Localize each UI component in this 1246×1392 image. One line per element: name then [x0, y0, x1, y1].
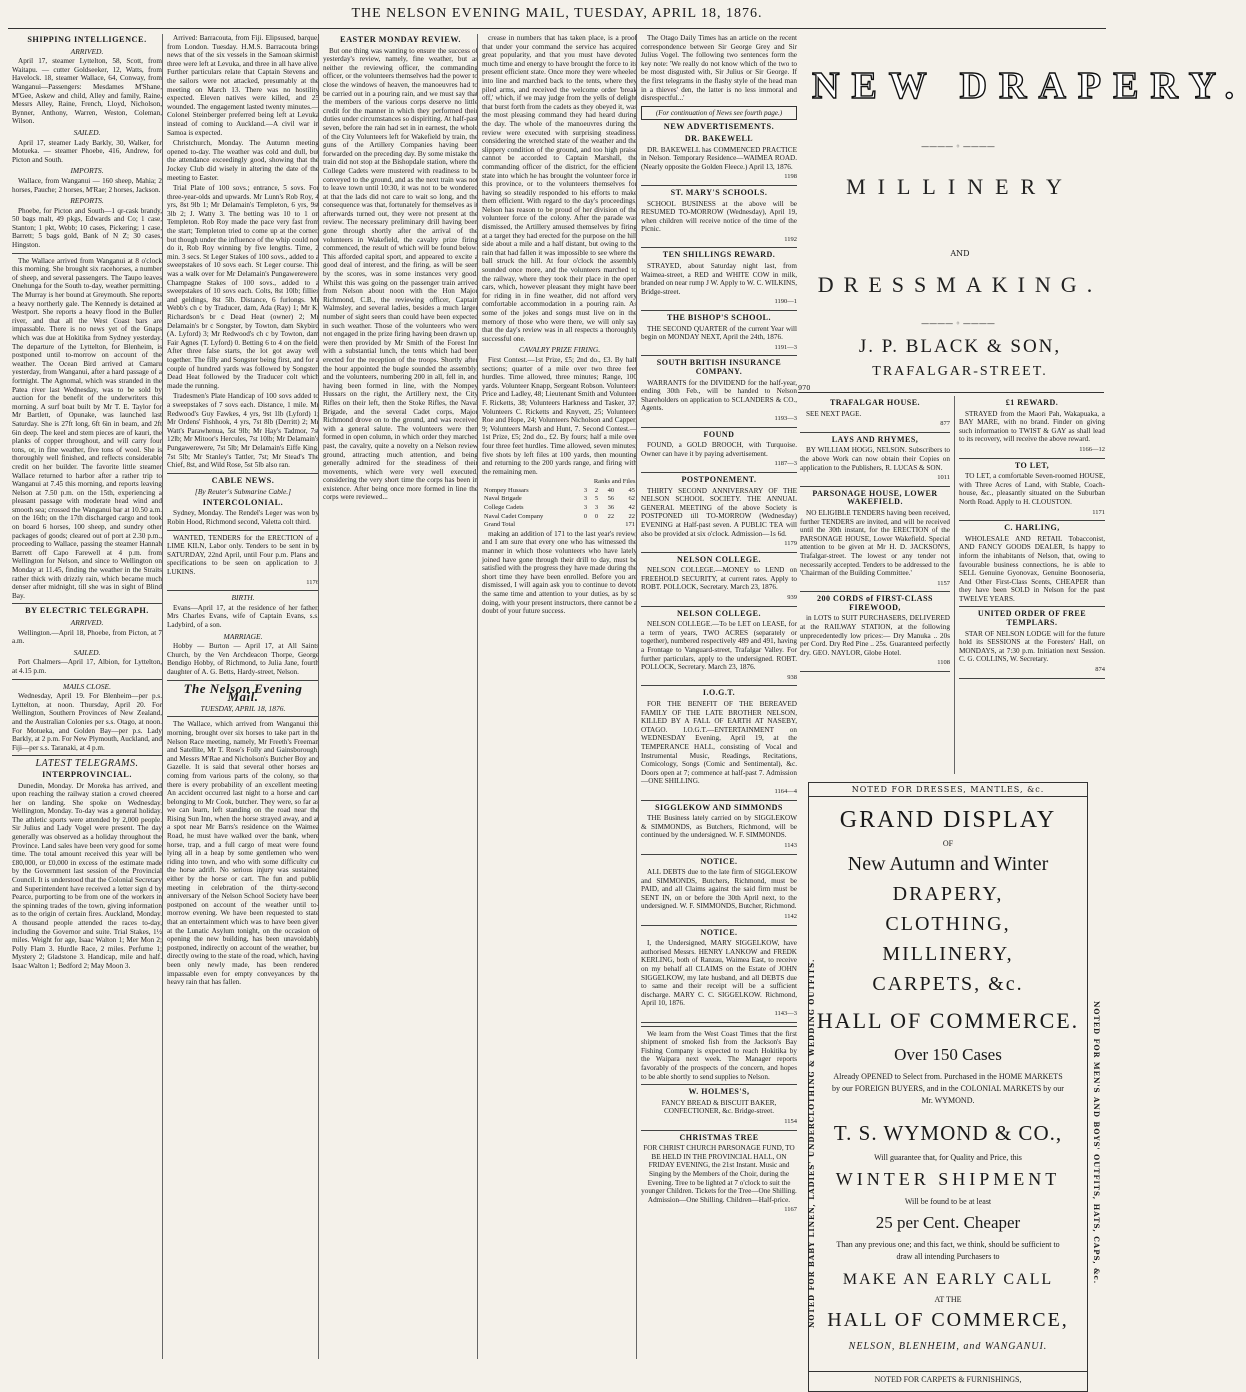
- prize-text: First Contest.—1st Prize, £5; 2nd do., £3. By half sections; quarter of a mile over two three feet hurdles. Time allowed, three minutes; Range, 100 yards. Volunteer Knapp, Sergeant Robson. Volunteers Price and Ladley, 48; Lieutenant Smith and Volunteer F. Ricketts, 38; Volunteers Harkness and Tasker, 37; Volunteers C. Ricketts and Knyvett, 25; Volunteers Roe and Hope, 24; Volunteers Nicholson and Capper, 9; Volunteers Marsh and Hunt, 7. Second Contest.—1st Prize, £5; 2nd do., £2. By fours; half a mile over four three feet hurdles. Time allowed, seven minutes; five shots by left files at 100 yards, then mounting and returning to the 200 yards range, and firing with the remaining men.: [482, 355, 637, 476]
- intercolonial-heading: INTERCOLONIAL.: [202, 497, 284, 507]
- intercolonial-text: Sydney, Monday. The Rendel's Leger was won by Robin Hood, Richmond second, Valetta colt third.: [167, 509, 319, 527]
- arrived-heading: ARRIVED.: [70, 46, 104, 56]
- ad-title: TRAFALGAR HOUSE.: [829, 398, 921, 407]
- table-cell: 5: [594, 495, 599, 503]
- telegraph-heading: BY ELECTRIC TELEGRAPH.: [25, 606, 149, 616]
- right-left-ads: [800, 396, 950, 774]
- table-row: [482, 513, 637, 522]
- advertisement: [641, 610, 797, 683]
- ad-title: TO LET,: [1014, 460, 1050, 470]
- table-cell: 2: [594, 486, 599, 494]
- ad-text: NELSON COLLEGE.—MONEY to LEND on FREEHOLD SECURITY, at current rates. Apply to ROBT. POLLOCK, Secretary. March 23, 1876.: [641, 566, 797, 592]
- ad-text: NO ELIGIBLE TENDERS having been received, further TENDERS are invited, and will be received until the 30th instant, for the ERECTION of the PARSONAGE HOUSE, Lower Wakefield. Special attention to be given at Mr H. D. JACKSON'S, Trafalgar-street. The lowest or any tender not necessarily accepted. Tenders to be addressed to the 'Chairman of the Building Committee.': [800, 508, 950, 578]
- ad-text: STRAYED, about Saturday night last, from Waimea-street, a RED and WHITE COW in milk, branded on near rump J W. Apply to W. C. WILKINS, Bridge-street.: [641, 262, 797, 296]
- column-4: [477, 34, 641, 1359]
- divider: [641, 185, 797, 186]
- ad-title: NELSON COLLEGE.: [677, 608, 761, 618]
- winter-shipment: WINTER SHIPMENT: [835, 1169, 1061, 1189]
- ad-text: ALL DEBTS due to the late firm of SIGGLEKOW and SIMMONDS, Butchers, Richmond, must be PAID, and all Claims against the said firm must be SENT IN, on or before the 30th April next, to the undersigned. W. F. SIMMONDS, Butcher, Richmond.: [641, 868, 797, 911]
- ad-text: THIRTY SECOND ANNIVERSARY OF THE NELSON SCHOOL SOCIETY. THE ANNUAL GENERAL MEETING of the above Society is POSTPONED till TO-MORROW (Wednesday) EVENING at Half-past seven. A PUBLIC TEA will also be provided at six o'clock. Admission—1s 6d.: [641, 486, 797, 538]
- divider: [798, 392, 1104, 393]
- dressmaking-heading: DRESSMAKING.: [817, 272, 1103, 297]
- ad-title: LAYS AND RHYMES,: [831, 434, 919, 444]
- divider: [167, 530, 319, 531]
- shipping-heading: SHIPPING INTELLIGENCE.: [27, 35, 147, 44]
- ad-ref: 1011: [937, 474, 950, 482]
- ad-ref: 1164—4: [774, 787, 797, 795]
- sailed-text: April 17, steamer Lady Barkly, 30, Walker, for Motueka. — steamer Phoebe, 416, Andrew, for Picton and South.: [12, 138, 162, 164]
- advertisement: [641, 556, 797, 603]
- mails-heading: MAILS CLOSE.: [63, 681, 111, 691]
- ad-text: THE Business lately carried on by SIGGLEKOW & SIMMONDS, as Butchers, Richmond, will be continued by the undersigned. W. F. SIMMONDS.: [641, 814, 797, 840]
- tender-text: WANTED, TENDERS for the ERECTION of a LIME KILN, Labor only. Tenders to be sent in by SATURDAY, 22nd April, until Four p.m. Plans and specifications to be seen on application to J. LUKINS.: [167, 533, 319, 577]
- divider: [641, 925, 797, 926]
- ad-ref: 1166—12: [1079, 445, 1105, 453]
- table-cell: Naval Cadet Company: [484, 512, 544, 520]
- divider: [641, 310, 797, 311]
- advertisement: [641, 858, 797, 922]
- otago-article: The Otago Daily Times has an article on the recent correspondence between Sir George Grey and Sir Julius Vogel. The following two sentences form the key note: 'We really do not know which of the two to be most disgusted with, Sir Julius or Sir George. If the first telegrams in the flashy style of the head man in a thieves' den, the latter is no less immoral and disrespectful...': [641, 34, 797, 103]
- and-word: AND: [950, 249, 970, 258]
- advertisement: [800, 436, 950, 483]
- divider: [167, 590, 319, 591]
- divider: [641, 427, 797, 428]
- ad-title: PARSONAGE HOUSE, LOWER WAKEFIELD.: [812, 488, 938, 507]
- west-coast-text: We learn from the West Coast Times that the first shipment of smoked fish from the Jackson's Bay Fishing Company is expected to reach Hokitika by the Waipara next week. The Manager reports favorably of the prospects of the concern, and hopes to be able shortly to send supplies to Nelson.: [641, 1029, 797, 1081]
- ad-title: ST. MARY'S SCHOOLS.: [670, 187, 768, 197]
- divider: [959, 520, 1105, 521]
- ad-ref: 939: [787, 594, 797, 602]
- table-cell: 3: [583, 486, 588, 494]
- divider: [641, 1026, 797, 1027]
- column-2: [162, 34, 323, 1359]
- ad-ref: 938: [787, 673, 797, 681]
- column-5: [636, 34, 801, 1359]
- noted-dresses: NOTED FOR DRESSES, MANTLES, &c.: [809, 783, 1087, 797]
- ad-title: £1 REWARD.: [1005, 398, 1059, 407]
- leader-text: The Wallace, which arrived from Wanganui this morning, brought over six horses to take part in the Nelson Race meeting, namely, Mr Freeth's Freeman and Satellite, Mr T. Rose's Folly and Gainsborough, and Messrs M'Rae and Nicholson's Butcher Boy and Gazelle. It is said that several other horses are coming from various parts of the colony, so that there is every probability of an excellent meeting. An accident occurred last night to a horse and cart belonging to Mr Cook, butcher. They were, so far as we can learn, left standing on the road near the Rising Sun Inn, when the horse strayed away, and at a spot near Mr Barrs's residence on the Waimea Road, he must have walked over the bank, where horse, trap, and a full cargo of meat were found lying all in a heap by some gentlemen who were riding into town, and who with some difficulty cut the horse adrift. No serious injury was sustained either by the horse or cart. The fun and public meeting in celebration of the thirty-second anniversary of the Nelson School Society have been postponed on account of the weather until to-morrow evening. We have been requested to state that an entertainment which was to have been given at the Lunatic Asylum tonight, on the occasion of opening the new building, has been unavoidably postponed, indirectly on account of the weather, but directly owing to the state of the road, which, having been only newly made, has been rendered impassable even for empty conveyances by the heavy rain that has fallen.: [167, 720, 319, 987]
- ad-ref: 1193—3: [774, 414, 797, 422]
- advertisement: [641, 314, 797, 352]
- divider: [641, 1022, 797, 1023]
- divider: [959, 458, 1105, 459]
- vertical-right-text: NOTED FOR MEN'S AND BOYS' OUTFITS, HATS, CAPS, &c.: [1092, 1001, 1101, 1285]
- prize-heading: CAVALRY PRIZE FIRING.: [518, 345, 601, 355]
- ad-text: DR. BAKEWELL has COMMENCED PRACTICE in Nelson. Temporary Residence—WAIMEA ROAD. (Nearly opposite the Golden Fleece.) April 13, 1876.: [641, 145, 797, 171]
- imports-heading: IMPORTS.: [70, 166, 104, 176]
- advertisement: [641, 189, 797, 245]
- ad-title: FOUND: [703, 429, 735, 439]
- divider: [641, 854, 797, 855]
- ornament-divider: ———— ◦ ————: [921, 319, 995, 328]
- ad-text: WARRANTS for the DIVIDEND for the half-year, ending 30th Feb., will be handed to Nelson Shareholders on application to SCLANDERS & CO., Agents.: [641, 378, 797, 413]
- table-cell: 171: [625, 521, 635, 529]
- ad-text: THE SECOND QUARTER of the current Year will begin on MONDAY NEXT, April the 24th, 1876.: [641, 324, 797, 342]
- imports-text: Wallace, from Wanganui — 160 sheep, Mahia; 2 horses, Pauche; 2 horses, M'Rae; 2 horses, Jackson.: [12, 176, 162, 194]
- advertisement: [800, 490, 950, 589]
- new-ads-heading: NEW ADVERTISEMENTS.: [663, 122, 775, 132]
- divider: [641, 552, 797, 553]
- christchurch-news: Christchurch, Monday. The Autumn meeting opened to-day. The weather was cold and dull, but the attendance exceedingly good, showing that the Jockey Club did wisely in altering the date of the meeting to Easter.: [167, 139, 319, 182]
- carpets-word: CARPETS, &c.: [872, 973, 1024, 995]
- ad-title: SOUTH BRITISH INSURANCE COMPANY.: [656, 358, 782, 376]
- divider: [959, 678, 1105, 679]
- cable-heading: CABLE NEWS.: [211, 475, 275, 485]
- marriage-text: Hobby — Burton — April 17, at All Saints Church, by the Ven Archdeacon Thorpe, George Bendigo Hobby, of Richmond, to Julia Jane, fourth daughter of A. G. Betts, Hardy-street, Nelson.: [167, 642, 319, 676]
- towns: NELSON, BLENHEIM, and WANGANUI.: [848, 1341, 1048, 1352]
- ad-ref: 1171: [1092, 508, 1105, 516]
- black-ref: 970: [798, 384, 811, 392]
- divider: [641, 606, 797, 607]
- ad-text: FOUND, a GOLD BROOCH, with Turquoise. Owner can have it by paying advertisement.: [641, 441, 797, 458]
- cheaper-text: 25 per Cent. Cheaper: [875, 1213, 1021, 1232]
- table-cell: 0: [583, 512, 588, 520]
- hall-of-commerce-2: HALL OF COMMERCE,: [827, 1309, 1069, 1331]
- ad-ref: 874: [1095, 666, 1105, 674]
- ads-list: [641, 135, 797, 1023]
- tel-sailed-text: Port Chalmers—April 17, Albion, for Lyttelton, at 4.15 p.m.: [12, 658, 162, 675]
- grand-display: GRAND DISPLAY: [839, 807, 1057, 833]
- clothing-word: CLOTHING,: [885, 913, 1011, 935]
- over-150-cases: Over 150 Cases: [894, 1045, 1002, 1064]
- latest-heading: LATEST TELEGRAMS.: [35, 758, 139, 770]
- ad-text: BY WILLIAM HOGG, NELSON. Subscribers to the above Work can now obtain their Copies on application to the Publishers, R. LUCAS & SON.: [800, 446, 950, 472]
- xmas-text: FOR CHRIST CHURCH PARSONAGE FUND, TO BE HELD IN THE PROVINCIAL HALL, ON FRIDAY EVENING, the 21st Instant. Music and Singing by the Members of the Choir, during the Evening. Tree to be lighted at 7 o'clock to suit the younger Children. Tickets for the Tree—One Shilling. Admission—One Shilling. Children—Half-price.: [641, 1144, 797, 1204]
- divider: [12, 679, 162, 680]
- advertisement: [800, 399, 950, 429]
- than-text: Than any previous one; and this fact, we think, should be sufficient to draw all intending Purchasers to: [836, 1240, 1060, 1261]
- right-advert-block: [798, 34, 1246, 1384]
- muster-table: [482, 487, 637, 530]
- table-cell: 36: [607, 504, 615, 512]
- ad-ref: 1190—1: [774, 298, 797, 306]
- trafalgar-street: TRAFALGAR-STREET.: [872, 364, 1048, 379]
- table-cell: 3: [594, 504, 599, 512]
- ad-title: I.O.G.T.: [702, 688, 736, 698]
- advertisement: [959, 610, 1105, 674]
- tel-sailed-heading: SAILED.: [73, 647, 101, 657]
- ad-ref: 1142: [784, 913, 797, 921]
- sailed-heading: SAILED.: [73, 127, 101, 137]
- divider: [167, 716, 319, 717]
- table-cell: Naval Brigade: [484, 495, 522, 503]
- cable-subheading: [By Reuter's Submarine Cable.]: [194, 487, 292, 497]
- divider: [641, 355, 797, 356]
- birth-text: Evans—April 17, at the residence of her father, Mrs Charles Evans, wife of Captain Evans, s.s. Ladybird, of a son.: [167, 603, 319, 629]
- divider: [12, 253, 162, 254]
- table-cell: 3: [583, 495, 588, 503]
- table-row: [482, 487, 637, 496]
- advertisement: [959, 462, 1105, 518]
- tradesmen-plate: Tradesmen's Plate Handicap of 100 sovs added to a sweepstakes of 7 sovs each. Distance, 1 mile. Mr Redwood's Guy Fawkes, 4 yrs, 9st 1lb (Lyford) 1; Mr Ordens' Fishhook, 4 yrs, 7st 8lb (Derritt) 2; Mr Watt's Parawhenua, 5st 9lb; Mr Hay's Tadmor, 7st 12lb; Mr Mitoor's Hercules, 7st 10lb; Mr Delamain's Pungawerewere, 7st 5lb; Mr Delamain's Eiffe King, 7st 5lb; Mr Stanley's Tattler, 7st; Mr Stead's The Chief, 8st, and Wild Rose, 5st 5lb also ran.: [167, 392, 319, 470]
- black-and-son: J. P. BLACK & SON,: [858, 336, 1062, 357]
- ad-title: SIGGLEKOW AND SIMMONDS: [655, 802, 783, 812]
- at-the: AT THE: [934, 1295, 962, 1304]
- advertisement: [641, 689, 797, 796]
- fiji-news: Arrived: Barracouta, from Fiji. Elipsused, barque, from London. Tuesday. H.M.S. Barracouta brings news that of the six vessels in the Samoan skirmish three were left at Levuka, and three in all have alive. Further particulars relate that Captain Stevens and the sailors were not attacked, presumably at the meeting on March 13. There was no hostility expected. Eleven natives were killed, and 25 wounded. The engagement lasted twenty minutes.—Colonel Steinberger preferred being left at Levuka instead of coming to Auckland.—A civil war in Samoa is expected.: [167, 34, 319, 137]
- ad-ref: 1198: [784, 173, 797, 181]
- ad-ref: 1143—3: [774, 1010, 797, 1017]
- ad-text: WHOLESALE AND RETAIL Tobacconist, AND FANCY GOODS DEALER, Is happy to inform the inhabitants of Nelson, that, owing to favourable business connections, he is able to SELL Genuine Gyonovax, Genuine Boonoseria, And Other First-Class Scents, CHEAPER than they have been SOLD in Nelson for the past TWELVE YEARS.: [959, 534, 1105, 603]
- millinery-heading: MILLINERY: [846, 174, 1074, 199]
- divider: [800, 591, 950, 592]
- advertisement: [641, 251, 797, 307]
- continuation-note: (For continuation of News see fourth page.): [641, 106, 797, 121]
- ad-title: NOTICE.: [700, 856, 738, 866]
- masthead: THE NELSON EVENING MAIL, TUESDAY, APRIL 18, 1876.: [351, 6, 763, 21]
- opened-text: Already OPENED to Select from. Purchased in the HOME MARKETS by our FOREIGN BUYERS, and in the COLONIAL MARKETS by our Mr. WYMOND.: [832, 1072, 1064, 1105]
- ad-ref: 1108: [937, 659, 950, 667]
- table-cell: 40: [607, 486, 615, 494]
- ad-title: TEN SHILLINGS REWARD.: [662, 250, 776, 260]
- ad-ref: 1192: [784, 235, 797, 243]
- holmes-ref: 1154: [784, 1117, 797, 1125]
- ad-ref: 1191—3: [774, 343, 797, 351]
- ad-title: C. HARLING,: [1004, 523, 1060, 533]
- newspaper-title: The Nelson Evening Mail.: [183, 680, 303, 705]
- advertisement: [641, 359, 797, 423]
- masthead-rule: [8, 28, 1106, 29]
- holmes-text: FANCY BREAD & BISCUIT BAKER, CONFECTIONER, &c. Bridge-street.: [661, 1098, 777, 1116]
- ad-text: TO LET, a comfortable Seven-roomed HOUSE, with Three Acres of Land, with Stable, Coach-house, &c., pleasantly situated on the Suburban North Road. Apply to H. CLOUSTON.: [959, 472, 1105, 506]
- review-heading: EASTER MONDAY REVIEW.: [340, 35, 461, 44]
- table-cell: College Cadets: [484, 504, 524, 512]
- table-cell: [578, 521, 589, 530]
- divider: [641, 1084, 797, 1085]
- table-cell: [589, 521, 600, 530]
- divider: [800, 432, 950, 433]
- ad-ref: 1187—3: [774, 460, 797, 468]
- right-right-ads: [954, 396, 1105, 774]
- xmas-ref: 1167: [784, 1206, 797, 1214]
- autumn-winter: New Autumn and Winter: [847, 853, 1049, 875]
- divider: [641, 1130, 797, 1131]
- xmas-heading: CHRISTMAS TREE: [679, 1132, 759, 1142]
- table-cell: Nompey Hussars: [484, 486, 529, 494]
- ad-text: in LOTS to SUIT PURCHASERS, DELIVERED at the RAILWAY STATION, at the following unprecedentedly low prices:— Dry Manuka .. 20s per Cord. Dry Red Pine .. 25s. Guaranteed perfectly dry. GEO. NAYLOR, Globe Hotel.: [800, 614, 950, 657]
- interprovincial-text: Dunedin, Monday. Dr Moreka has arrived, and upon reaching the railway station a crowd cheered her on landing. She spoke on Wednesday. Wellington, Monday. To-day was a general holiday. The athletic sports were attended by 2,000 people. Sir Julius and Lady Vogel were present. The day generally was observed as a holiday throughout the Province. Land sales have been very good for some time. The total amount received this year will be £80,000, or £0,000 in excess of the estimate made by the Government last session of the Provincial Council. It is understood that the Colonial Secretary and Superintendent have received a letter sign d by Pearce, purporting to be from one of the workers in the spinning trades of the town, giving information as to the origin of certain fires. Auckland, Monday. A thousand people attended the races to-day, including the Governor and suite. Trial Stakes, 1½ miles. Weight for age, Isaac Walton 1; Mer Mon 2; Polly Flam 3. Hurdle Race, 2 miles. Perfume 1; Mystery 2; Gladstone 3. Handicap, mile and half. Isaac Walton 1; Bedford 2; May Moon 3.: [12, 781, 162, 970]
- table-cell: 22: [628, 512, 635, 520]
- reports-heading: REPORTS.: [70, 196, 104, 206]
- ad-title: UNITED ORDER OF FREE TEMPLARS.: [977, 609, 1087, 628]
- advertisement: [641, 135, 797, 182]
- table-cell: 56: [607, 495, 615, 503]
- advertisement: [959, 524, 1105, 603]
- advertisement: [959, 399, 1105, 455]
- ad-title: NOTICE.: [700, 927, 738, 937]
- table-row: [482, 495, 637, 504]
- ad-ref: 1179: [784, 540, 797, 548]
- grand-display-advert: [807, 782, 1101, 1392]
- ad-title: DR. BAKEWELL: [684, 133, 754, 143]
- divider: [641, 800, 797, 801]
- tel-arrived-text: Wellington.—April 18, Phoebe, from Picton, at 7 a.m.: [12, 628, 162, 646]
- ad-title: POSTPONEMENT.: [681, 474, 757, 484]
- noted-carpets: NOTED FOR CARPETS & FURNISHINGS,: [809, 1371, 1087, 1384]
- divider: [959, 606, 1105, 607]
- of-word: OF: [942, 839, 954, 848]
- vertical-left-text: NOTED FOR BABY LINEN, LADIES' UNDERCLOTHING & WEDDING OUTFITS.: [807, 958, 816, 1328]
- ad-ref: 1157: [937, 579, 950, 587]
- table-cell: 3: [583, 504, 588, 512]
- reports-text: Phoebe, for Picton and South—1 qr-cask brandy, 50 bags malt, 49 pkgs, Edwards and Co; 1 case, Stanton; 1 pkt, Webb; 10 cases, Pickering; 1 case, Barrett; 5 bags gold, Bank of N Z; 30 cases, Hingston.: [12, 206, 162, 250]
- review-tail: making an addition of 171 to the last year's review, and I am sure that every one who has witnessed the manner in which those volunteers who have lately joined have gone through their drill to day, must be satisfied with the progress they have made during the short time they have been enrolled. Before you are dismissed, I will again ask you to continue to devote the same time and attention to your duties, as by so doing, with your present instructors, there cannot be a doubt of your future success.: [482, 529, 637, 616]
- divider: [12, 603, 162, 604]
- table-cell: 22: [607, 512, 615, 520]
- table-cell: [600, 521, 616, 530]
- advertisement: [641, 804, 797, 851]
- ad-title: THE BISHOP'S SCHOOL.: [666, 313, 772, 323]
- column-1: [8, 34, 166, 1359]
- ad-title: NELSON COLLEGE.: [677, 554, 761, 564]
- table-cell: 42: [628, 504, 635, 512]
- divider: [167, 473, 319, 474]
- ornament-divider: ———— ◦ ————: [921, 142, 995, 151]
- tender-ad: [167, 534, 319, 588]
- ad-text: I, the Undersigned, MARY SIGGELKOW, have authorised Messrs. HENRY LANKOW and FREDK KERLING, both of Ranzau, Waimea East, to receive on my behalf all CLAIMS on the Estate of JOHN SIGGELKOW, my late husband, and all DEBTS due to same and their receipt will be a sufficient discharge. MARY C. C. SIGGELKOW. Richmond, April 10, 1876.: [641, 939, 797, 1008]
- table-row: [482, 504, 637, 513]
- holmes-heading: W. HOLMES'S,: [688, 1087, 750, 1097]
- hall-of-commerce: HALL OF COMMERCE.: [816, 1008, 1080, 1033]
- mails-text: Wednesday, April 19. For Blenheim—per p.s. Lyttelton, at noon. Thursday, April 20. For Wellington, Southern Provinces of New Zealand, and the Australian Colonies per s.s. Otago, at noon. For Motueka, and Golden Bay—per p.s. Lady Barkly, at 2 p.m. For New Plymouth, Auckland, and Fiji—per s.s. Taranaki, at 4 p.m.: [12, 692, 162, 752]
- ad-text: STAR OF NELSON LODGE will for the future hold its SESSIONS at the Foresters' Hall, on MONDAYS, at 7:30 p.m. Initiation next Session. C. G. COLLINS, W. Secretary.: [959, 629, 1105, 664]
- ad-title: 200 CORDS of FIRST-CLASS FIREWOOD,: [817, 594, 933, 612]
- table-cell: 62: [628, 495, 635, 503]
- tel-arrived-heading: ARRIVED.: [70, 618, 104, 627]
- arrived-text: April 17, steamer Lyttelton, 58, Scott, from Waitapu. — cutter Goldseeker, 12, Watts, from Havelock. 18, steamer Wallace, 64, Conway, from Wanganui—Passengers: Mesdames M'Shane, M'Gee, Askew and child, Alley and family, Raine, Messrs Alley, Raine, French, Lloyd, Nicholson, Bynner, Anthony, Warren, Weston, Coleman, Wilson.: [12, 57, 162, 126]
- table-cell: 45: [628, 486, 635, 494]
- guarantee-text: Will guarantee that, for Quality and Price, this: [874, 1153, 1022, 1162]
- review-continued: crease in numbers that has taken place, is a proof that under your command the service has acquired great popularity, and that you must have devoted much time and energy to have brought the force to its present efficient state. Once more they were wheeled into line and marched back to the tents, where they piled arms, and received the welcome order 'break off,' which, if we may judge from the yells of delight that burst forth from the cadets as they obeyed it, was the most pleasing command they had heard during the day. The whole of the manoeuvres during the review were executed with surprising steadiness, considering the wretched state of the weather and the slippery condition of the ground, and too high praise cannot be accorded to Captain Marshall, the commanding officer of the district, for the efficient state into which he has brought the volunteer force in this province, or to the volunteers themselves for having so steadily responded to his efforts to make them efficient. With regard to the day's proceedings, Nelson has reason to be proud of her division of the volunteer force of the colony. After the parade was dismissed, the Artillery amused themselves by firing at a target they had erected for the purpose on the hill side about a mile and a half distant, but owing to the rain that had fallen it was impossible to see where the ball struck the hill. At four o'clock the assembly sounded once more, and the volunteers marched to the railway, where they took their place in the open cars, which, however pleasant they might have been for riding in in fine weather, did not afford very comfortable accommodation in a pouring rain. As some of the jokes and songs must live on in the memory of those who were there, we will only say that the day's review was in all respects a thoroughly successful one.: [482, 34, 637, 343]
- shipping-body: The Wallace arrived from Wanganui at 8 o'clock this morning. She brought six racehorses, a number of sheep, and several passengers. The Taupo leaves Onehunga for the South to-day, weather permitting. The Murray is her bound at Greymouth. She reports a heavy northerly gale. The Kennedy is detained at Westport. She reports a heavy flood in the Buller river, and that all the West Coast bars are impassable. There is no news yet of the Gnaps which was due at Hokitika from Sydney yesterday. The departure of the Lyttelton, for Blenheim, is postponed until to-morrow on account of the weather. The Ocean Bird arrived at Camaru yesterday, from Wanganui, after a hard passage of a fortnight. The Agnomal, which was stranded in the Patea river last Wednesday, was to be sold by auction for the benefit of the underwriters this morning. A surf boat built by Mr T. E. Taylor for Mr Bartlett, of Opunake, was launched last Saturday. She is 27ft long, 6ft 6in in beam, and 2ft 6in deep. The keel and stem pieces are of kauri, the planks of copper throughout, and will carry four tons, or, in fine weather, five tons of wool. She is thoroughly well finished, and reflects considerable credit on her builder. The favorite little steamer Wallace returned to harbor after a rather trip to Wanganui at 7.45 this morning, and reports leaving Nelson at 7.50 p.m. on the 15th, experiencing a pleasant passage with moderate head wind and smooth sea; crossed the Wanganui bar at 10.50 a.m. on the 16th; on the 17th discharged cargo and took on board 6 horses, 100 sheep, and sundry other packages of goods; cleared out of port at 2.30 p.m., proceeding to Wallace, passing the steamer Hannah Barrett off Capo Farewell at 4 p.m. from Wellington for Nelson, and since to Wellington on Monday at 11.45, finding the weather in the Straits rather thick with drizzly rain, which became much denser after midnight, till she was in sight of Blind Bay.: [12, 256, 162, 600]
- divider: [800, 486, 950, 487]
- wymond-name: T. S. WYMOND & CO.,: [833, 1121, 1063, 1145]
- ad-text: FOR THE BENEFIT OF THE BEREAVED FAMILY OF THE LATE BROTHER NELSON, KILLED BY A FALL OF EARTH AT NASEBY, OTAGO. I.O.G.T.—ENTERTAINMENT on WEDNESDAY Evening, April 19, at the TEMPERANCE HALL, consisting of Vocal and Instrumental Music, Readings, Recitations, Comicology, Songs (Comic and Sentimental), &c. Doors open at 7; commence at half-past 7. Admission—ONE SHILLING.: [641, 700, 797, 786]
- divider: [641, 472, 797, 473]
- found-text: Will be found to be at least: [904, 1197, 992, 1206]
- divider: [12, 755, 162, 756]
- review-text: But one thing was wanting to ensure the success of yesterday's review, namely, fine weather, but as neither the reviewing officer, the commanding officer, or the volunteers themselves had the power to close the windows of heaven, the manoeuvres had to be carried out in a pouring rain, and we must say that the members of the various corps deserve no little credit for the manner in which they performed their duties under circumstances so dispiriting. At half-past seven, before the rain had set in in earnest, the whole of the City Volunteers left for Wakefield by train, the guns of the Artillery Companies having been forwarded on the preceding day. By some mistake the train did not stop at the Bishopdale station, where the College Cadets were mustered with readiness to be conveyed to the ground, and as the next train was not to leave town until 10:30, it was not to be wondered at that the lads did not care to wait so long, and the consequence was that, fortunately for themselves as it afterwards turned out, they were not present at the review. The necessary preliminary drill having been gone through shortly after the arrival of the volunteers in Wakefield, the cavalry prize firing commenced, the result of which will be found below. This afforded capital sport, and appeared to excite a good deal of interest, and the firing, as will be seen by the scores, was in some instances very good. Whilst this was going on the passenger train arrived from Nelson about noon with the Hon Major Richmond, C.B., the reviewing officer, Captain Walmsley, and several ladies, besides a much larger number of sight seers than could have been expected in such weather. Those of the volunteers who were not engaged in the prize firing having been drawn up, were then provided by Mr Smith of the Forest Inn with a substantial lunch, the tents which had been erected for the reception of the troops. Shortly after the hour appointed the bugle sounded the assembly, and the volunteers, numbering 200 in all, fell in, and having been formed in line, with the Nompey Hussars on the right, the Artillery next, the City Rifles on their left, then the Stoke Rifles, the Naval Brigade, and the several Cadet corps, Major Richmond drove on to the ground, and was received with a general salute. The volunteers were then formed in open column, in which order they marched past, the cavalry, quite a novelty on a Nelson review ground, attracting much attention, and being generally admired for the steadiness of their movements, which were very well executed, considering the very short time the corps has been in existence. After being once more formed in line the corps were reviewed...: [323, 46, 478, 502]
- marriage-heading: MARRIAGE.: [223, 631, 263, 641]
- millinery-word: MILLINERY,: [882, 943, 1014, 965]
- ad-ref: 1143: [784, 841, 797, 849]
- table-row: [482, 521, 637, 530]
- table-caption: Ranks and Files.: [593, 478, 637, 486]
- make-call: MAKE AN EARLY CALL: [842, 1271, 1054, 1288]
- ad-ref: 877: [940, 420, 950, 428]
- new-drapery-heading: NEW DRAPERY.: [812, 65, 1246, 107]
- table-cell: 0: [594, 512, 599, 520]
- tender-ref: 1176: [306, 578, 319, 586]
- ad-text: SEE NEXT PAGE.: [806, 409, 862, 418]
- divider: [800, 671, 950, 672]
- divider: [641, 247, 797, 248]
- advertisement: [641, 929, 797, 1019]
- divider: [641, 685, 797, 686]
- birth-heading: BIRTH.: [231, 593, 255, 603]
- race-results: Trial Plate of 100 sovs.; entrance, 5 sovs. For three-year-olds and upwards. Mr Lunn's Rob Roy, 4 yrs, 8st 9lb 1; Mr Delamain's Templeton, 6 yrs, 9st 3lb 2; J. Watty 3. The betting was 10 to 1 on Templeton. Rob Roy made the pace very fast from the start; Templeton tried to come up at the corner, but though under the influence of the whip could not do it, Rob Roy winning by five lengths. Time, 2 min. 3 secs. St Leger Stakes of 100 sovs., added to a sweepstakes of 10 sovs each. St Leger course. This was a walk over for Mr Delamain's Pungawerewere. Champagne Stakes of 100 sovs., added to a sweepstakes of 10 sovs each. Colts, 8st 10lb; fillies and geldings, 8st 5lb. Distance, 6 furlongs. Mr Webb's ch c by Traducer, dam, Ada (Ray) 1; Mr K. Richardson's br c Dead Heat (owner) 2; Mr Delamain's br c Songster, by Towton, dam Skybird (A. Lyford) 3; Mr Redwood's ch c by Towton, dam Fair Agnes (T. Lyford) 0. Betting 6 to 4 on the field. After three false starts, the lot got away well together. The filly and Songster being first, and for a couple of hundred yards was followed by Songster. Dead Heat followed by the Traducer colt which made the running.: [167, 184, 319, 390]
- interprovincial-heading: INTERPROVINCIAL.: [42, 769, 132, 779]
- ad-text: SCHOOL BUSINESS at the above will be RESUMED TO-MORROW (Wednesday), April 19, when children will receive notice of the time of the Picnic.: [641, 199, 797, 234]
- advertisement: [800, 595, 950, 668]
- ad-text: STRAYED from the Maori Pah, Wakapuaka, a BAY MARE, with no brand. Finder on giving such information to TWIST & GAY as shall lead to its recovery, will receive the above reward.: [959, 409, 1105, 444]
- newspaper-date: TUESDAY, APRIL 18, 1876.: [200, 703, 286, 713]
- drapery-word: DRAPERY,: [892, 883, 1004, 905]
- ad-text: NELSON COLLEGE.—To be LET on LEASE, for a term of years, TWO ACRES (separately or together), numbered respectively 489 and 491, having a Frontage to Vanguard-street, Trafalgar Valley. For further particulars, apply to the undersigned. ROBT. POLLOCK, Secretary. March 23, 1876.: [641, 620, 797, 672]
- column-3: [318, 34, 482, 1359]
- table-cell: Grand Total: [484, 521, 516, 529]
- advertisement: [641, 476, 797, 549]
- advertisement: [641, 431, 797, 469]
